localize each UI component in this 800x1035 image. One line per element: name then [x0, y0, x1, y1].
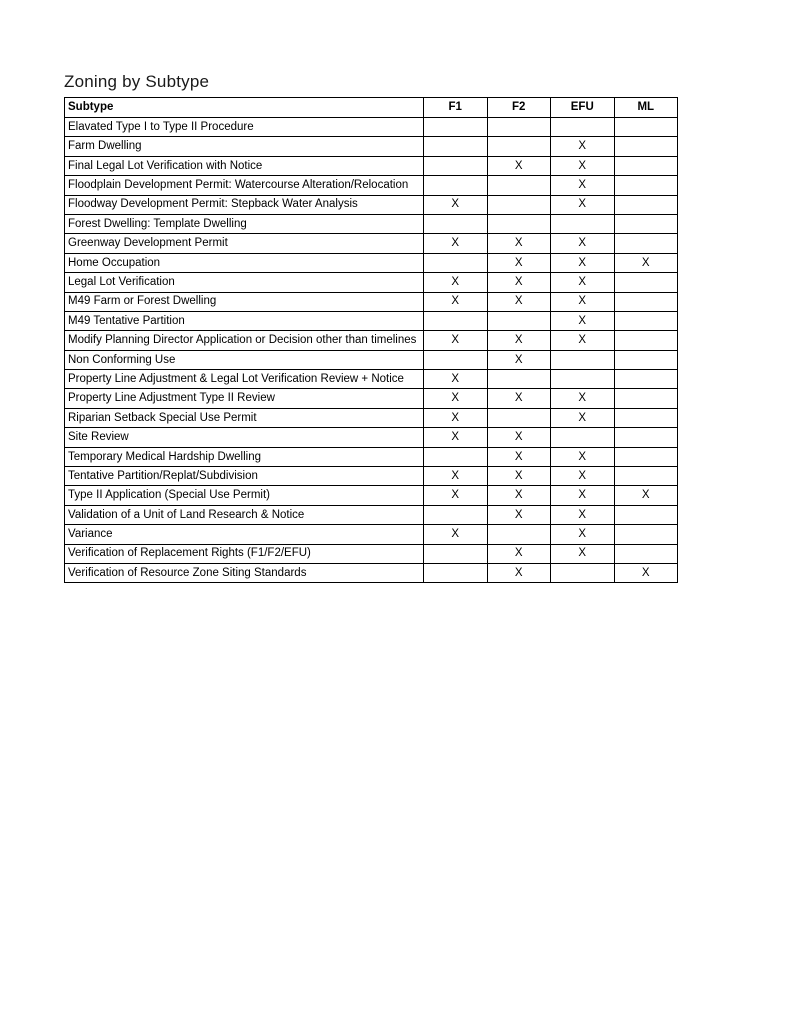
cell-f1	[424, 505, 488, 524]
cell-efu: X	[551, 137, 615, 156]
cell-efu: X	[551, 331, 615, 350]
cell-subtype: Floodway Development Permit: Stepback Water Analysis	[65, 195, 424, 214]
cell-f2: X	[487, 350, 551, 369]
cell-subtype: Floodplain Development Permit: Watercourse Alteration/Relocation	[65, 176, 424, 195]
cell-f1: X	[424, 234, 488, 253]
cell-ml: X	[614, 253, 678, 272]
cell-f2: X	[487, 428, 551, 447]
cell-f2	[487, 370, 551, 389]
cell-efu: X	[551, 486, 615, 505]
table-row	[65, 563, 678, 582]
cell-efu: X	[551, 525, 615, 544]
cell-f2	[487, 176, 551, 195]
table-row	[65, 137, 678, 156]
cell-ml	[614, 118, 678, 137]
cell-ml	[614, 176, 678, 195]
cell-efu: X	[551, 234, 615, 253]
table-row	[65, 486, 678, 505]
cell-f1	[424, 156, 488, 175]
cell-efu: X	[551, 156, 615, 175]
cell-subtype: Non Conforming Use	[65, 350, 424, 369]
cell-efu: X	[551, 389, 615, 408]
cell-subtype: Variance	[65, 525, 424, 544]
cell-f1	[424, 214, 488, 233]
table-row	[65, 311, 678, 330]
cell-f1: X	[424, 292, 488, 311]
cell-ml	[614, 195, 678, 214]
cell-f1: X	[424, 467, 488, 486]
cell-subtype: Temporary Medical Hardship Dwelling	[65, 447, 424, 466]
cell-efu: X	[551, 544, 615, 563]
cell-f2: X	[487, 486, 551, 505]
table-row	[65, 389, 678, 408]
cell-ml	[614, 273, 678, 292]
table-row	[65, 544, 678, 563]
cell-ml	[614, 156, 678, 175]
column-header-f1: F1	[424, 98, 488, 118]
cell-ml: X	[614, 486, 678, 505]
table-row	[65, 467, 678, 486]
cell-subtype: Final Legal Lot Verification with Notice	[65, 156, 424, 175]
table-row	[65, 273, 678, 292]
cell-subtype: Tentative Partition/Replat/Subdivision	[65, 467, 424, 486]
cell-ml	[614, 214, 678, 233]
cell-ml	[614, 292, 678, 311]
cell-f2	[487, 525, 551, 544]
cell-ml	[614, 350, 678, 369]
table-row	[65, 525, 678, 544]
cell-f2	[487, 118, 551, 137]
cell-efu	[551, 214, 615, 233]
table-row	[65, 428, 678, 447]
cell-f1: X	[424, 195, 488, 214]
cell-ml	[614, 408, 678, 427]
cell-f1: X	[424, 389, 488, 408]
cell-f2: X	[487, 234, 551, 253]
cell-subtype: Farm Dwelling	[65, 137, 424, 156]
cell-subtype: Verification of Resource Zone Siting Standards	[65, 563, 424, 582]
cell-f1	[424, 137, 488, 156]
cell-f2	[487, 137, 551, 156]
cell-subtype: Riparian Setback Special Use Permit	[65, 408, 424, 427]
cell-subtype: M49 Tentative Partition	[65, 311, 424, 330]
cell-f2	[487, 311, 551, 330]
column-header-efu: EFU	[551, 98, 615, 118]
cell-ml	[614, 505, 678, 524]
cell-subtype: Property Line Adjustment Type II Review	[65, 389, 424, 408]
cell-efu	[551, 370, 615, 389]
table-row	[65, 156, 678, 175]
cell-ml	[614, 234, 678, 253]
cell-subtype: Legal Lot Verification	[65, 273, 424, 292]
cell-subtype: Type II Application (Special Use Permit)	[65, 486, 424, 505]
cell-efu: X	[551, 447, 615, 466]
table-row	[65, 505, 678, 524]
cell-efu: X	[551, 176, 615, 195]
cell-ml	[614, 447, 678, 466]
table-row	[65, 350, 678, 369]
cell-f1	[424, 544, 488, 563]
cell-f1	[424, 311, 488, 330]
cell-ml	[614, 525, 678, 544]
cell-f2: X	[487, 273, 551, 292]
cell-efu: X	[551, 311, 615, 330]
cell-f2: X	[487, 156, 551, 175]
cell-f2: X	[487, 389, 551, 408]
cell-subtype: Forest Dwelling: Template Dwelling	[65, 214, 424, 233]
cell-efu: X	[551, 505, 615, 524]
table-row	[65, 176, 678, 195]
cell-ml	[614, 331, 678, 350]
table-row	[65, 408, 678, 427]
cell-ml	[614, 389, 678, 408]
cell-f2	[487, 408, 551, 427]
cell-subtype: Property Line Adjustment & Legal Lot Verification Review + Notice	[65, 370, 424, 389]
cell-f2: X	[487, 331, 551, 350]
cell-f1: X	[424, 428, 488, 447]
cell-ml: X	[614, 563, 678, 582]
cell-efu	[551, 118, 615, 137]
cell-subtype: Elavated Type I to Type II Procedure	[65, 118, 424, 137]
cell-efu: X	[551, 408, 615, 427]
cell-ml	[614, 137, 678, 156]
cell-subtype: Home Occupation	[65, 253, 424, 272]
cell-f1: X	[424, 408, 488, 427]
cell-subtype: Greenway Development Permit	[65, 234, 424, 253]
cell-f2	[487, 195, 551, 214]
cell-f2: X	[487, 467, 551, 486]
table-row	[65, 118, 678, 137]
cell-f1: X	[424, 331, 488, 350]
column-header-subtype: Subtype	[65, 98, 424, 118]
cell-subtype: M49 Farm or Forest Dwelling	[65, 292, 424, 311]
cell-efu	[551, 350, 615, 369]
cell-f1: X	[424, 370, 488, 389]
cell-f1	[424, 350, 488, 369]
cell-f1: X	[424, 273, 488, 292]
cell-f2: X	[487, 505, 551, 524]
table-row	[65, 370, 678, 389]
cell-efu	[551, 563, 615, 582]
column-header-f2: F2	[487, 98, 551, 118]
column-header-ml: ML	[614, 98, 678, 118]
cell-f2	[487, 214, 551, 233]
table-row	[65, 447, 678, 466]
cell-f2: X	[487, 544, 551, 563]
cell-f1: X	[424, 486, 488, 505]
cell-f1	[424, 447, 488, 466]
cell-f1	[424, 563, 488, 582]
table-row	[65, 292, 678, 311]
cell-efu: X	[551, 253, 615, 272]
cell-ml	[614, 544, 678, 563]
cell-efu: X	[551, 467, 615, 486]
table-row	[65, 253, 678, 272]
cell-subtype: Modify Planning Director Application or Decision other than timelines	[65, 331, 424, 350]
cell-efu: X	[551, 195, 615, 214]
cell-subtype: Verification of Replacement Rights (F1/F2/EFU)	[65, 544, 424, 563]
cell-f2: X	[487, 292, 551, 311]
cell-f1	[424, 118, 488, 137]
zoning-by-subtype-table	[64, 97, 678, 583]
cell-efu: X	[551, 273, 615, 292]
table-header-row	[65, 98, 678, 118]
cell-f2: X	[487, 253, 551, 272]
table-row	[65, 331, 678, 350]
cell-ml	[614, 467, 678, 486]
cell-f2: X	[487, 447, 551, 466]
cell-ml	[614, 370, 678, 389]
cell-f2: X	[487, 563, 551, 582]
cell-ml	[614, 311, 678, 330]
cell-f1	[424, 253, 488, 272]
page-title: Zoning by Subtype	[64, 72, 210, 91]
cell-subtype: Site Review	[65, 428, 424, 447]
cell-ml	[614, 428, 678, 447]
table-row	[65, 195, 678, 214]
cell-subtype: Validation of a Unit of Land Research & Notice	[65, 505, 424, 524]
table-row	[65, 234, 678, 253]
cell-f1	[424, 176, 488, 195]
zoning-table-container	[64, 97, 677, 583]
cell-f1: X	[424, 525, 488, 544]
cell-efu: X	[551, 292, 615, 311]
cell-efu	[551, 428, 615, 447]
table-row	[65, 214, 678, 233]
